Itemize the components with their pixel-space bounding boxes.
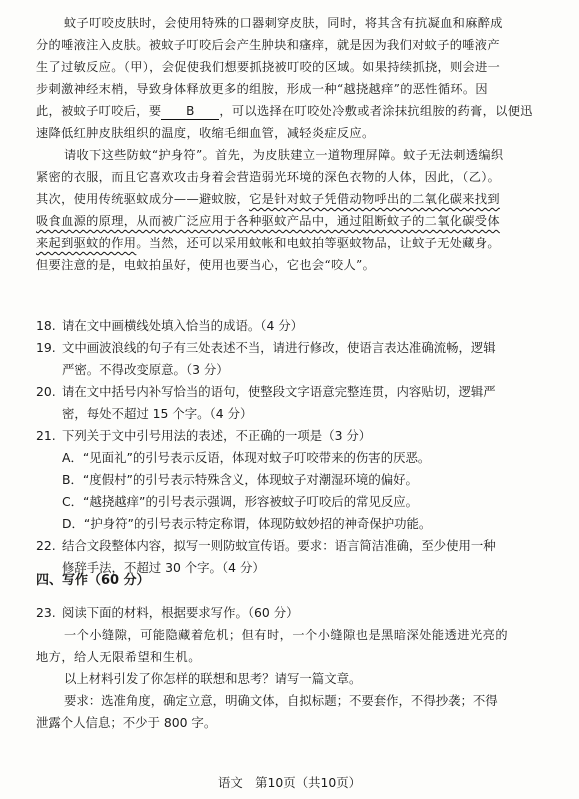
question-text: 下列关于文中引号用法的表述，不正确的一项是（3 分）: [62, 428, 372, 443]
wavy-underlined-text: 来起到驱蚊的作用: [36, 236, 137, 250]
question-text-cont: 严密。不得改变原意。（3 分）: [62, 362, 229, 377]
passage-line: [36, 188, 556, 210]
text: 此，被蚊子叮咬后，要: [36, 104, 162, 118]
text: 蚊子叮咬皮肤时，会使用特殊的口器刺穿皮肤，同时，将其含有抗凝血和麻醉成: [64, 16, 503, 30]
text: 紧密的衣服，而且它喜欢攻击身着会营造弱光环境的深色衣物的人体，因此，（乙）。: [36, 170, 501, 184]
option-d: D．“护身符”的引号表示特定称谓，体现防蚊妙招的神奇保护功能。: [62, 516, 432, 531]
text: 速降低红肿皮肤组织的温度，收缩毛细血管，减轻炎症反应。: [36, 126, 375, 140]
question-number: 22.: [36, 538, 56, 553]
material-line: 地方，给人无限希望和生机。: [36, 650, 201, 664]
question-text: 文中画波浪线的句子有三处表述不当，请进行修改，使语言表达准确流畅，逻辑: [62, 340, 496, 355]
option-a: A．“见面礼”的引号表示反语，体现对蚊子叮咬带来的伤害的厌恶。: [62, 450, 431, 465]
text: 分的唾液注入皮肤。被蚊子叮咬后会产生肿块和瘙痒，就是因为我们对蚊子的唾液产: [36, 38, 500, 52]
question-text: 阅读下面的材料，根据要求写作。（60 分）: [62, 605, 299, 620]
question-19: [36, 337, 556, 381]
passage-line: [36, 34, 556, 56]
question-number: 21.: [36, 428, 56, 443]
question-text-cont: 修辞手法，不超过 30 个字。（4 分）: [62, 560, 265, 575]
question-21: [36, 425, 556, 447]
requirements-line: 要求：选准角度，确定立意，明确文体，自拟标题；不要套作，不得抄袭；不得: [64, 693, 498, 708]
wavy-underlined-text: 吸食血源的原理，从而被广泛应用于各种驱蚊产品中，通过阻断蚊子的二氧化碳受体: [36, 214, 500, 228]
requirements-line: 泄露个人信息；不少于 800 字。: [36, 715, 217, 730]
passage-line: [36, 166, 556, 188]
material-line: 一个小缝隙，可能隐藏着危机；但有时，一个小缝隙也是黑暗深处能透进光亮的: [64, 628, 509, 642]
passage-line: [36, 122, 556, 144]
passage-line: [36, 56, 556, 78]
passage-line: [36, 100, 556, 122]
text: 但要注意的是，电蚊拍虽好，使用也要当心，它也会“咬人”。: [36, 258, 376, 272]
section-title: 四、写作（60 分）: [36, 573, 150, 588]
fill-in-blank: B: [161, 103, 219, 120]
passage-line: [36, 210, 556, 232]
question-number: 20.: [36, 384, 56, 399]
text: 步刺激神经末梢，导致身体释放更多的组胺，形成一种“越挠越痒”的恶性循环。因: [36, 82, 488, 96]
passage-line: [36, 144, 556, 166]
text: 生了过敏反应。（甲），会促使我们想要抓挠被叮咬的区域。如果持续抓挠，则会进一: [36, 60, 501, 74]
question-23: [36, 602, 556, 734]
question-number: 19.: [36, 340, 56, 355]
question-list: [36, 315, 556, 579]
text: 。当然，还可以采用蚊帐和电蚊拍等驱蚊物品，让蚊子无处藏身。: [136, 236, 500, 250]
option-b: B．“度假村”的引号表示特殊含义，体现蚊子对潮湿环境的偏好。: [62, 472, 418, 487]
passage-line: [36, 12, 556, 34]
question-23-header: [36, 602, 556, 624]
passage-line: [36, 232, 556, 254]
question-number: 23.: [36, 605, 56, 620]
passage-line: [36, 78, 556, 100]
text: ，可以选择在叮咬处冷敷或者涂抹抗组胺的药膏，以便迅: [219, 104, 533, 118]
passage-line: [36, 254, 556, 276]
question-20: [36, 381, 556, 425]
text: 请收下这些防蚊“护身符”。首先，为皮肤建立一道物理屏障。蚊子无法刺透编织: [64, 148, 504, 162]
question-18: [36, 315, 556, 337]
question-text: 结合文段整体内容，拟写一则防蚊宣传语。要求：语言简洁准确，至少使用一种: [62, 538, 496, 553]
question-text-cont: 密，每处不超过 15 个字。（4 分）: [62, 406, 253, 421]
question-number: 18.: [36, 318, 56, 333]
question-text: 请在文中括号内补写恰当的语句，使整段文字语意完整连贯，内容贴切，逻辑严: [62, 384, 496, 399]
page-footer: 语文 第10页（共10页）: [217, 775, 362, 790]
reading-passage: [36, 12, 556, 276]
writing-prompt: 以上材料引发了你怎样的联想和思考？请写一篇文章。: [64, 671, 362, 686]
option-c: C．“越挠越痒”的引号表示强调，形容被蚊子叮咬后的常见反应。: [62, 494, 419, 509]
question-text: 请在文中画横线处填入恰当的成语。（4 分）: [62, 318, 304, 333]
wavy-underlined-text: 它是针对蚊子凭借动物呼出的二氧化碳来找到: [249, 192, 500, 206]
text: 其次，使用传统驱蚊成分——避蚊胺，: [36, 192, 250, 206]
